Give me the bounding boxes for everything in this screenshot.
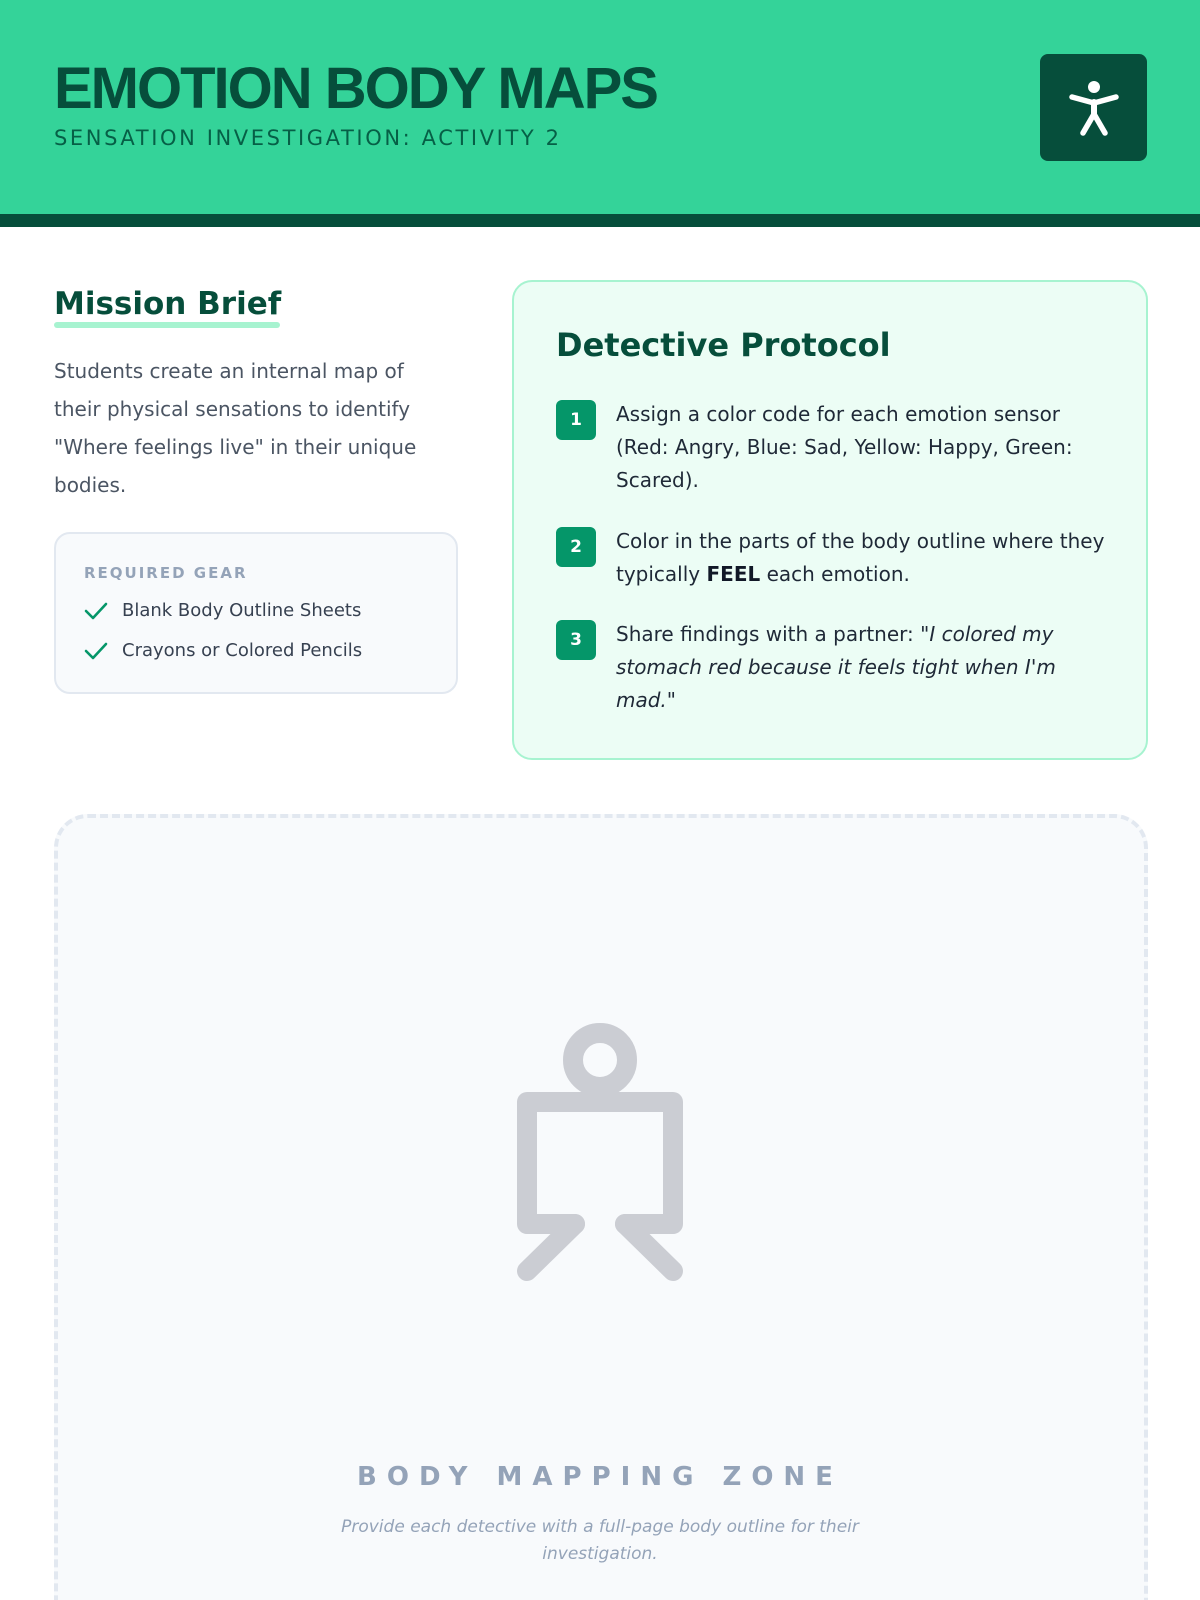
step-text (616, 618, 1116, 717)
protocol-heading: Detective Protocol (556, 326, 891, 364)
step-number-badge: 1 (556, 400, 596, 440)
gear-item (84, 640, 362, 661)
page-subtitle: SENSATION INVESTIGATION: ACTIVITY 2 (54, 126, 562, 150)
mission-brief-heading: Mission Brief (54, 286, 282, 322)
step-text-part: each emotion. (760, 562, 910, 586)
step-number-badge: 2 (556, 527, 596, 567)
mission-brief-text: Students create an internal map of their physical sensations to identify "Where feelings live" in their unique bodies. (54, 359, 417, 497)
header-divider (0, 214, 1200, 227)
step-emphasis: FEEL (706, 562, 761, 586)
protocol-step (556, 398, 1116, 497)
heading-underline (54, 322, 280, 328)
gear-item-label: Crayons or Colored Pencils (122, 640, 363, 661)
gear-item-label: Blank Body Outline Sheets (122, 600, 362, 621)
page-title: EMOTION BODY MAPS (54, 56, 657, 121)
detective-protocol-card (512, 280, 1148, 760)
step-text (616, 398, 1116, 497)
accessibility-person-icon (1062, 76, 1126, 140)
step-text-part: Assign a color code for each emotion sensor (Red: Angry, Blue: Sad, Yellow: Happy, Green: Scared). (616, 402, 1073, 492)
step-text-part: Color in the parts of the body outline where they typically (616, 529, 1105, 586)
zone-title: BODY MAPPING ZONE (357, 1462, 843, 1492)
protocol-step (556, 525, 1116, 591)
accessibility-badge (1040, 54, 1147, 161)
protocol-step (556, 618, 1116, 717)
required-gear-card (54, 532, 458, 694)
gear-item (84, 600, 361, 621)
checkmark-icon (84, 641, 108, 661)
step-number-badge: 3 (556, 620, 596, 660)
zone-caption: Provide each detective with a full-page body outline for their investigation. (341, 1517, 859, 1564)
step-text-part: Share findings with a partner: (616, 622, 921, 646)
step-text (616, 525, 1116, 591)
required-gear-label: REQUIRED GEAR (84, 564, 248, 582)
body-outline-figure-icon (505, 1018, 695, 1290)
checkmark-icon (84, 601, 108, 621)
step-quote: "I colored my stomach red because it feels tight when I'm mad." (616, 622, 1056, 712)
